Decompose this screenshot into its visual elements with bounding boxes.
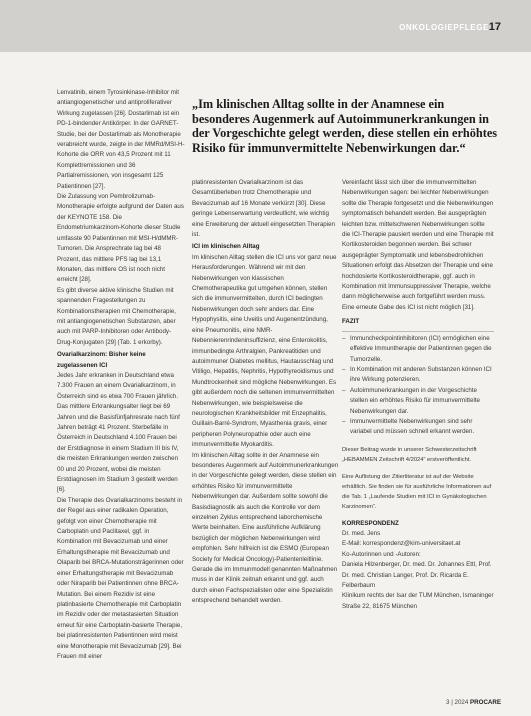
paragraph: Im klinischen Alltag stellen die ICI uns vor ganz neue Herausforderungen. Während wir mit den Nebenwirkungen von klassischen Chemotherapeutika gut umgehen können, stellen sich die immunvermittelten, durch ICI bedingten Nebenwirkungen doch sehr anders dar. Eine Hypophysitis, eine Uveitis und Augenentzündung, eine Pneumonitis, eine NMR-Nebennierenrindeninsuffizienz, eine Enterokolitis, immunbedingte Arthralgien, Pankreatitiden und autoimmuner Diabetes mellitus, Hautausschlag und Vitiligo, Hepatitis, Nephritis, Hypothyreoidismus und Mundtrockenheit sind mögliche Nebenwirkungen. Es gibt außerdem noch die seltenen immunvermittelten Nebenwirkungen, wie beispielsweise die neurologischen Krankheitsbilder mit Enzephalitis, Guillain-Barré-Syndrom, Myasthenia gravis, einer peripheren Polyneuropathie oder auch eine immunvermittelte Myokarditis. [192, 253, 337, 449]
correspondence-name: Dr. med. Jens [342, 529, 381, 537]
subheading: ICI im klinischen Alltag [192, 243, 260, 251]
column-1 [57, 88, 185, 662]
fazit-item: – In Kombination mit anderen Substanzen können ICI ihre Wirkung potenzieren. [342, 365, 494, 386]
subheading: Ovarialkarzinom: Bisher keine zugelassenen ICI [57, 351, 146, 369]
fazit-item: – Immuncheckpointinhibitoren (ICI) ermöglichen eine effektive Immuntherapie der Patientinnen gegen die Tumorzelle. [342, 334, 494, 365]
paragraph: Jedes Jahr erkranken in Deutschland etwa 7.300 Frauen an einem Ovarialkarzinom, in Österreich sind es etwa 700 Frauen jährlich. Das mittlere Erkrankungsalter liegt bei 69 Jahren und die Basisfünfjahresrate nach fünf Jahren beträgt 41 Prozent. Sterbefälle in Österreich in Deutschland 4.100 Frauen bei der Erstdiagnose in einem Stadium III bis IV, die meisten Erkrankungen werden zwischen 00 und 20 Prozent, wobei die meisten Erstdiagnosen im Stadium 3 gestellt werden [6]. [57, 371, 180, 494]
publication-note: Dieser Beitrag wurde in unserer Schwesterzeitschrift „HEBAMMEN Zeitschrift 4/2024“ erstveröffentlicht. [342, 446, 477, 463]
correspondence-email: E-Mail: korrespondenz@kim-universitaet.at [342, 540, 461, 548]
paragraph: Die Therapie des Ovarialkarzinoms besteht in der Regel aus einer radikalen Operation, gefolgt von einer Chemotherapie mit Carboplatin und Paclitaxel, ggf. in Kombination mit Bevacizumab und einer Erhaltungstherapie mit Bevacizumab und Olaparib bei BRCA-Mutationsträgerinnen oder einer Erhaltungstherapie mit Bevacizumab oder Niraparib bei Patientinnen ohne BRCA-Mutation. Bei einem Rezidiv ist eine platinbasierte Chemotherapie mit Carboplatin im Rezidiv oder der metastasierten Situation erneut für eine Carboplatin-basierte Therapie, bei platinresistenten Patientinnen wird meist eine Monotherapie mit Bevacizumab [29]. Bei Frauen mit einer [57, 496, 184, 660]
fazit-item: – Autoimmunerkrankungen in der Vorgeschichte stellen ein erhöhtes Risiko für immunvermittelte Nebenwirkungen dar. [342, 386, 494, 417]
issue-number: 3 | 2024 [446, 699, 469, 706]
paragraph: Im klinischen Alltag sollte in der Anamnese ein besonderes Augenmerk auf Autoimmunerkrankungen in der Vorgeschichte gelegt werden, diese stellen ein erhöhtes Risiko für immunvermittelte Nebenwirkungen dar. Außerdem sollte sowohl die Basisdiagnostik als auch die Kontrolle vor dem einzelnen Zyklus entsprechend laborchemische Werte beinhalten. Eine ausführliche Aufklärung bezüglich der möglichen Nebenwirkungen wird empfohlen. Sehr hilfreich ist die ESMO (European Society for Medical Oncology)-Patientenleitlinie. Gerade die im Immunmodell genannten Maßnahmen muss in der Klinik zeitnah erkannt und ggf. auch durch einen Fachspezialisten oder eine Spezialistin entsprechend behandelt werden. [192, 451, 339, 605]
fazit-heading: FAZIT [342, 318, 360, 326]
paragraph: Vereinfacht lässt sich über die immunvermittelten Nebenwirkungen sagen: bei leichter Nebenwirkungen sollte die Therapie fortgesetzt und die Nebenwirkungen symptomatisch behandelt werden. Bei ausgeprägten leichten bzw. mittelschweren Nebenwirkungen sollte die ICI-Therapie pausiert werden und eine Therapie mit Kortikosteroiden begonnen werden. Bei schwer ausgeprägter Symptomatik und lebensbedrohlichen Situationen erfolgt das Absetzen der Therapie und eine hochdosierte Kortikosteroidtherapie, ggf. auch in Kombination mit Immunsuppressiver Therapie, welche dann möglicherweise auch fortgeführt werden muss. Eine erneute Gabe des ICI ist nicht möglich [31]. [342, 179, 494, 311]
page-footer [446, 699, 501, 706]
correspondence-heading: KORRESPONDENZ [342, 519, 399, 527]
fazit-item: – Immunvermittelte Nebenwirkungen sind sehr variabel und müssen schnell erkannt werden. [342, 417, 494, 438]
reference-note: Eine Auflistung der Zitierliteratur ist auf der Website erhältlich. Sie finden sie für ausführliche Informationen auf die Tab. 1 „Laufende Studien mit ICI in Gynäkologischen Karzinomen“. [342, 474, 492, 510]
magazine-name: PROCARE [470, 699, 501, 706]
coauthors-names: Daniela Hilzenberger, Dr. med. Dr. Johannes Ettl, Prof. Dr. med. Christian Langer, Prof. Dr. Ricarda E. Felberbaum [342, 561, 492, 589]
page-number: 17 [488, 21, 501, 33]
correspondence-address: Klinikum rechts der Isar der TUM München, Ismaninger Straße 22, 81675 München [342, 592, 494, 610]
paragraph: Es gibt diverse aktive klinische Studien mit spannenden Fragestellungen zu Kombinationstherapien mit Chemotherapie, mit antiangiogenetischen Substanzen, aber auch mit PARP-Inhibitoren oder Antibody-Drug-Konjugaten [29] (Tab. 1 erkorby). [57, 286, 177, 346]
fazit-list [342, 334, 494, 438]
coauthors-label: Ko-Autorinnen und -Autoren: [342, 550, 421, 558]
paragraph: Die Zulassung von Pembrolizumab-Monotherapie erfolgte aufgrund der Daten aus der KEYNOTE 158. Die Endometriumkarzinom-Kohorte dieser Studie umfasste 90 Patientinnen mit MSI-H/dMMR-Tumoren. Die Ansprechrate lag bei 48 Prozent, das mittlere PFS lag bei 13,1 Monaten, das mittlere OS ist noch nicht erreicht [28]. [57, 193, 184, 284]
column-2 [192, 178, 339, 607]
fazit-divider [342, 331, 494, 332]
column-3 [342, 178, 494, 612]
section-title: ONKOLOGIEPFLEGE [399, 23, 489, 32]
pull-quote: „Im klinischen Alltag sollte in der Anamnese ein besonderes Augenmerk auf Autoimmunerkrankungen in der Vorgeschichte gelegt werden, diese stellen ein erhöhtes Risiko für immunvermittelte Nebenwirkungen dar.“ [192, 97, 498, 155]
paragraph: platinresistenten Ovarialkarzinom ist das Gesamtüberleben trotz Chemotherapie und Bevacizumab auf 16 Monate verkürzt [30]. Diese geringe Lebenserwartung verdeutlicht, wie wichtig eine Erweiterung der aktuell eingesetzten Therapien ist. [192, 179, 335, 239]
paragraph: Lenvatinib, einem Tyrosinkinase-Inhibitor mit antiangiogenetischer und antiproliferativer Wirkung zugelassen [26]. Dostarlimab ist ein PD-1-bindender Antikörper. In der GARNET-Studie, bei der Dostarlimab als Monotherapie verabreicht wurde, zeigte in der MMRd/MSI-H-Kohorte die ORR von 43,5 Prozent mit 11 Komplettremissionen und 36 Partialremissionen, von insgesamt 125 Patientinnen [27]. [57, 89, 185, 190]
